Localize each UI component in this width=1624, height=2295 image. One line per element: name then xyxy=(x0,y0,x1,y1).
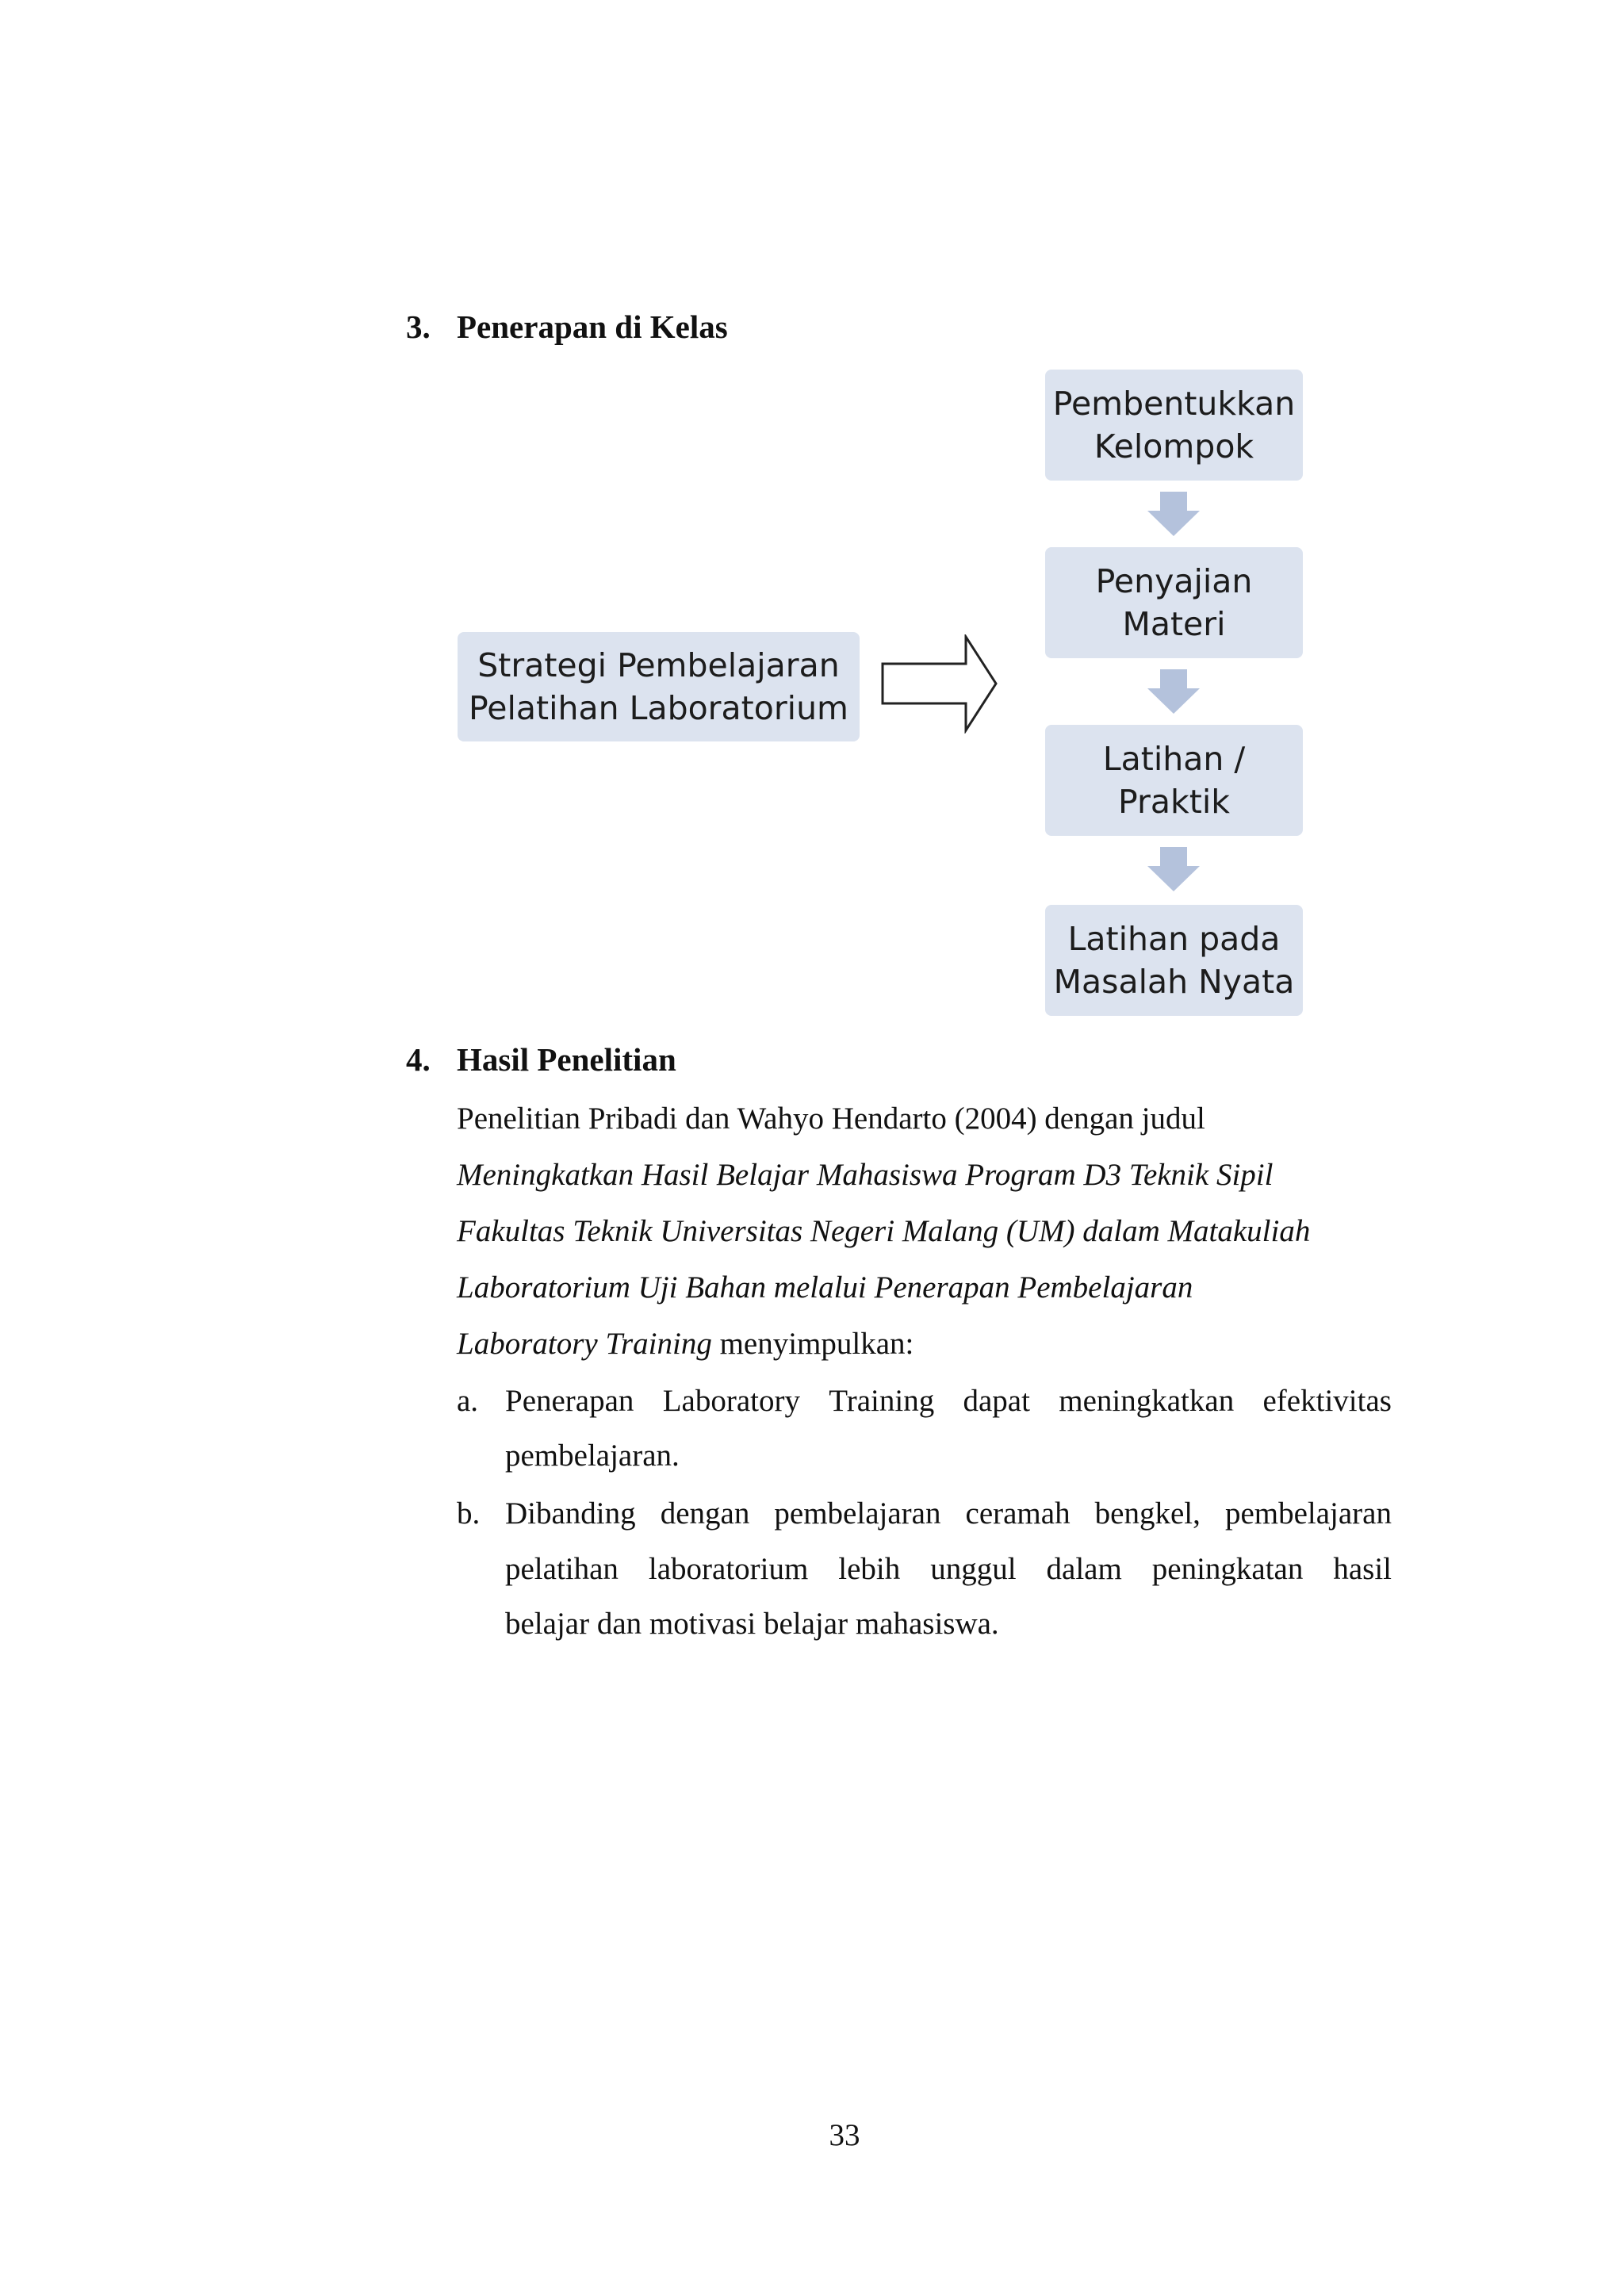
conclusion-lead: menyimpulkan: xyxy=(711,1327,914,1361)
word: Dibanding xyxy=(505,1496,636,1531)
word: bengkel, xyxy=(1094,1496,1201,1531)
paragraph-line: Penelitian Pribadi dan Wahyo Hendarto (2004) dengan judul xyxy=(457,1102,1205,1136)
word: efektivitas xyxy=(1262,1384,1392,1418)
research-paragraph xyxy=(457,1090,1310,1372)
word: Penerapan xyxy=(505,1384,634,1418)
down-arrow-icon xyxy=(1147,492,1200,536)
word: dapat xyxy=(963,1384,1030,1418)
word: peningkatan xyxy=(1151,1552,1304,1586)
strategy-box: Strategi Pembelajaran Pelatihan Laboratorium xyxy=(458,632,860,741)
section-3-number: 3. xyxy=(406,308,431,345)
word: Laboratory xyxy=(662,1384,800,1418)
list-marker-b: b. xyxy=(457,1496,481,1531)
list-item-b-line-1 xyxy=(505,1496,1392,1531)
research-title-line: Laboratorium Uji Bahan melalui Penerapan Pembelajaran xyxy=(457,1270,1193,1305)
down-arrow-icon xyxy=(1147,669,1200,714)
paragraph-line xyxy=(457,1316,1310,1372)
step-box-1: Pembentukkan Kelompok xyxy=(1045,370,1303,481)
list-item-b-line-2 xyxy=(505,1551,1392,1587)
word: hasil xyxy=(1333,1552,1392,1586)
step-box-4: Latihan pada Masalah Nyata xyxy=(1045,905,1303,1016)
word: dalam xyxy=(1046,1552,1122,1586)
list-item-b-line-3: belajar dan motivasi belajar mahasiswa. xyxy=(505,1607,999,1641)
word: lebih xyxy=(838,1552,901,1586)
word: ceramah xyxy=(965,1496,1071,1531)
word: pembelajaran xyxy=(1224,1496,1392,1531)
word: Training xyxy=(829,1384,935,1418)
word: dengan xyxy=(660,1496,750,1531)
research-title-line: Meningkatkan Hasil Belajar Mahasiswa Program D3 Teknik Sipil xyxy=(457,1158,1274,1192)
page-number: 33 xyxy=(829,2118,860,2152)
section-3-title: Penerapan di Kelas xyxy=(457,308,728,345)
list-item-a-line-1 xyxy=(505,1383,1392,1419)
step-box-2: Penyajian Materi xyxy=(1045,547,1303,658)
section-4-title: Hasil Penelitian xyxy=(457,1041,676,1078)
list-item-a-line-2: pembelajaran. xyxy=(505,1439,680,1473)
word: laboratorium xyxy=(648,1552,809,1586)
word: pembelajaran xyxy=(774,1496,941,1531)
step-box-3: Latihan / Praktik xyxy=(1045,725,1303,836)
right-arrow-icon xyxy=(880,634,999,734)
down-arrow-icon xyxy=(1147,847,1200,891)
list-marker-a: a. xyxy=(457,1384,479,1418)
section-4-number: 4. xyxy=(406,1041,431,1078)
word: pelatihan xyxy=(505,1552,619,1586)
research-title-end: Laboratory Training xyxy=(457,1327,712,1361)
word: meningkatkan xyxy=(1059,1384,1235,1418)
word: unggul xyxy=(930,1552,1017,1586)
research-title-line: Fakultas Teknik Universitas Negeri Malang (UM) dalam Matakuliah xyxy=(457,1214,1311,1248)
